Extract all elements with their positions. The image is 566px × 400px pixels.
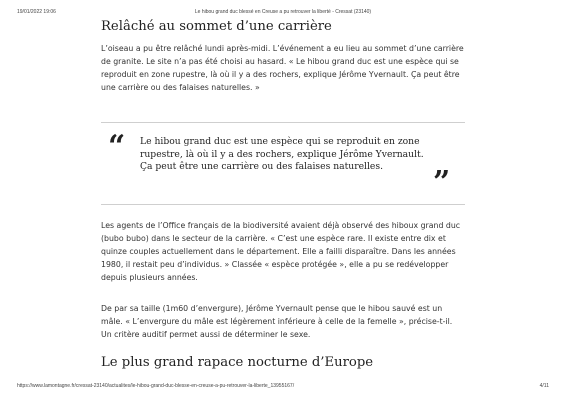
pullquote-text: Le hibou grand duc est une espèce qui se reproduit en zone rupestre, là où il y a des rochers, explique Jérôme Yvernault. Ça peut être une carrière ou des falaises naturelles. — [140, 136, 424, 173]
article-paragraph: De par sa taille (1m60 d’envergure), Jérôme Yvernault pense que le hibou sauvé est un mâle. « L’envergure du mâle est légèrement inférieure à celle de la femelle », précise-t-il. Un critère auditif permet aussi de déterminer le sexe. — [101, 304, 453, 339]
print-page-title: Le hibou grand duc blessé en Creuse a pu retrouver la liberté - Cressat (23140) — [194, 9, 372, 15]
print-date: 19/01/2022 19:06 — [17, 9, 56, 15]
article-paragraph: L’oiseau a pu être relâché lundi après-midi. L’événement a eu lieu au sommet d’une carrière de granite. Le site n’a pas été choisi au hasard. « Le hibou grand duc est une espèce qui se reproduit en zone rupestre, là où il y a des rochers, explique Jérôme Yvernault. Ça peut être une carrière ou des falaises naturelles. » — [101, 44, 464, 92]
pullquote-top-divider — [101, 122, 465, 123]
open-quote-icon: “ — [108, 129, 126, 164]
section-heading: Relâché au sommet d’une carrière — [101, 19, 332, 34]
close-quote-icon: ” — [433, 165, 451, 200]
print-url: https://www.lamontagne.fr/cressat-23140/actualites/le-hibou-grand-duc-blesse-en-creuse-a-pu-retrouver-la-liberte_13955167/ — [17, 383, 295, 389]
pullquote-bottom-divider — [101, 204, 465, 205]
section-heading: Le plus grand rapace nocturne d’Europe — [101, 355, 374, 370]
print-page-number: 4/11 — [539, 383, 549, 389]
article-paragraph: Les agents de l’Office français de la biodiversité avaient déjà observé des hiboux grand duc (bubo bubo) dans le secteur de la carrière. « C’est une espèce rare. Il existe entre dix et quinze couples actuellement dans le département. Elle a failli disparaître. Dans les années 1980, il restait peu d’individus. » Classée « espèce protégée », elle a pu se redévelopper depuis plusieurs années. — [101, 221, 461, 282]
